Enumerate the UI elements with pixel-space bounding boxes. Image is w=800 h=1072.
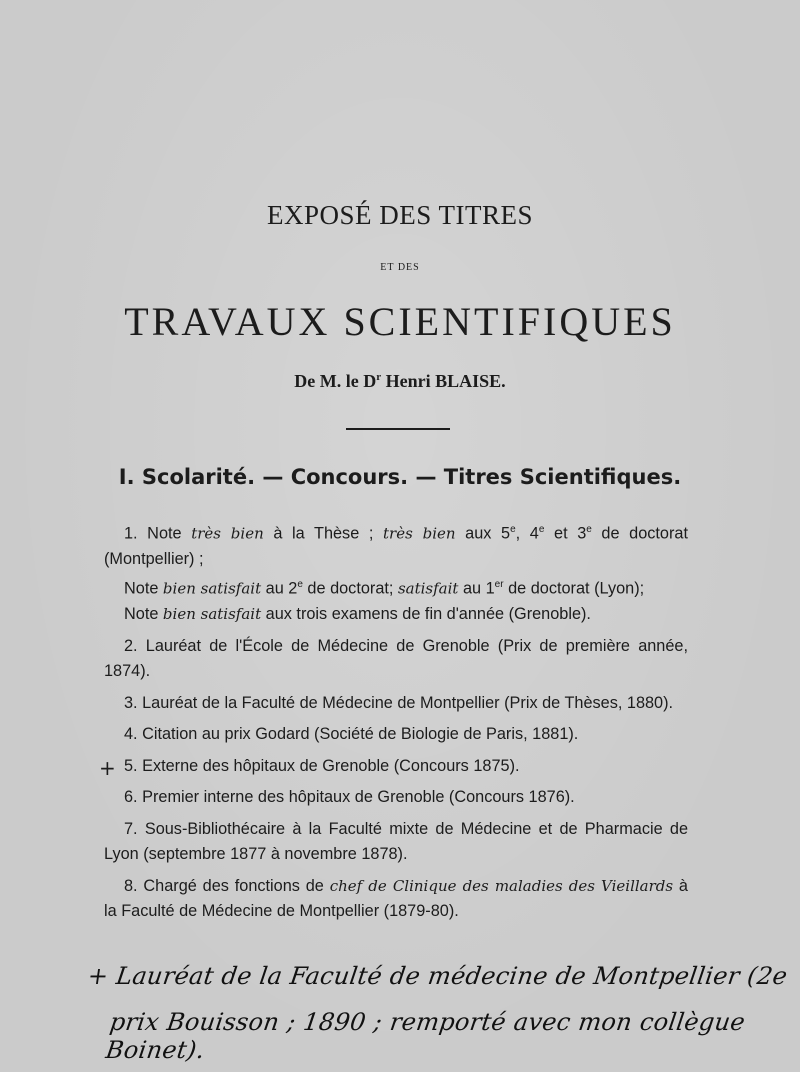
list-item-6: 6. Premier interne des hôpitaux de Grenoble (Concours 1876). [124, 788, 575, 807]
list-item-7: 7. Sous-Bibliothécaire à la Faculté mixte de Médecine et de Pharmacie de Lyon (septembre 1877 à novembre 1878). [104, 819, 688, 864]
list-item-5: 5. Externe des hôpitaux de Grenoble (Concours 1875). [124, 756, 520, 775]
list-item-1-line-2: Note bien satisfait au 2e de doctorat; satisfait au 1er de doctorat (Lyon); [124, 579, 645, 598]
list-item-8: 8. Chargé des fonctions de chef de Clinique des maladies des Vieillards à la Faculté de Médecine de Montpellier (1879-80). [104, 876, 688, 921]
handwritten-note-line-2: prix Bouisson ; 1890 ; remporté avec mon collègue Boinet). [104, 1008, 747, 1064]
author-line [0, 371, 800, 392]
section-heading: I. Scolarité. — Concours. — Titres Scientifiques. [118, 465, 682, 489]
list-item-3: 3. Lauréat de la Faculté de Médecine de Montpellier (Prix de Thèses, 1880). [124, 693, 674, 712]
list-item-4: 4. Citation au prix Godard (Société de Biologie de Paris, 1881). [124, 725, 579, 744]
author-name: Henri BLAISE. [381, 371, 506, 391]
items-list [104, 517, 688, 931]
author-prefix: De M. le D [294, 371, 377, 391]
list-item-2: 2. Lauréat de l'École de Médecine de Grenoble (Prix de première année, 1874). [104, 636, 688, 681]
divider-rule [346, 428, 450, 430]
title-connector: ET DES [380, 262, 420, 273]
handwritten-note-line-1: + Lauréat de la Faculté de médecine de Montpellier (2e [86, 962, 790, 990]
list-item-1: 1. Note très bien à la Thèse ; très bien aux 5e, 4e et 3e de doctorat (Montpellier) ; [104, 524, 688, 568]
title-line-1: EXPOSÉ DES TITRES [266, 200, 534, 230]
list-item-1-line-3: Note bien satisfait aux trois examens de fin d'année (Grenoble). [124, 605, 591, 624]
handwritten-plus-mark: + [99, 756, 116, 780]
title-line-2: TRAVAUX SCIENTIFIQUES [124, 299, 676, 344]
author-sup: r [376, 371, 382, 383]
